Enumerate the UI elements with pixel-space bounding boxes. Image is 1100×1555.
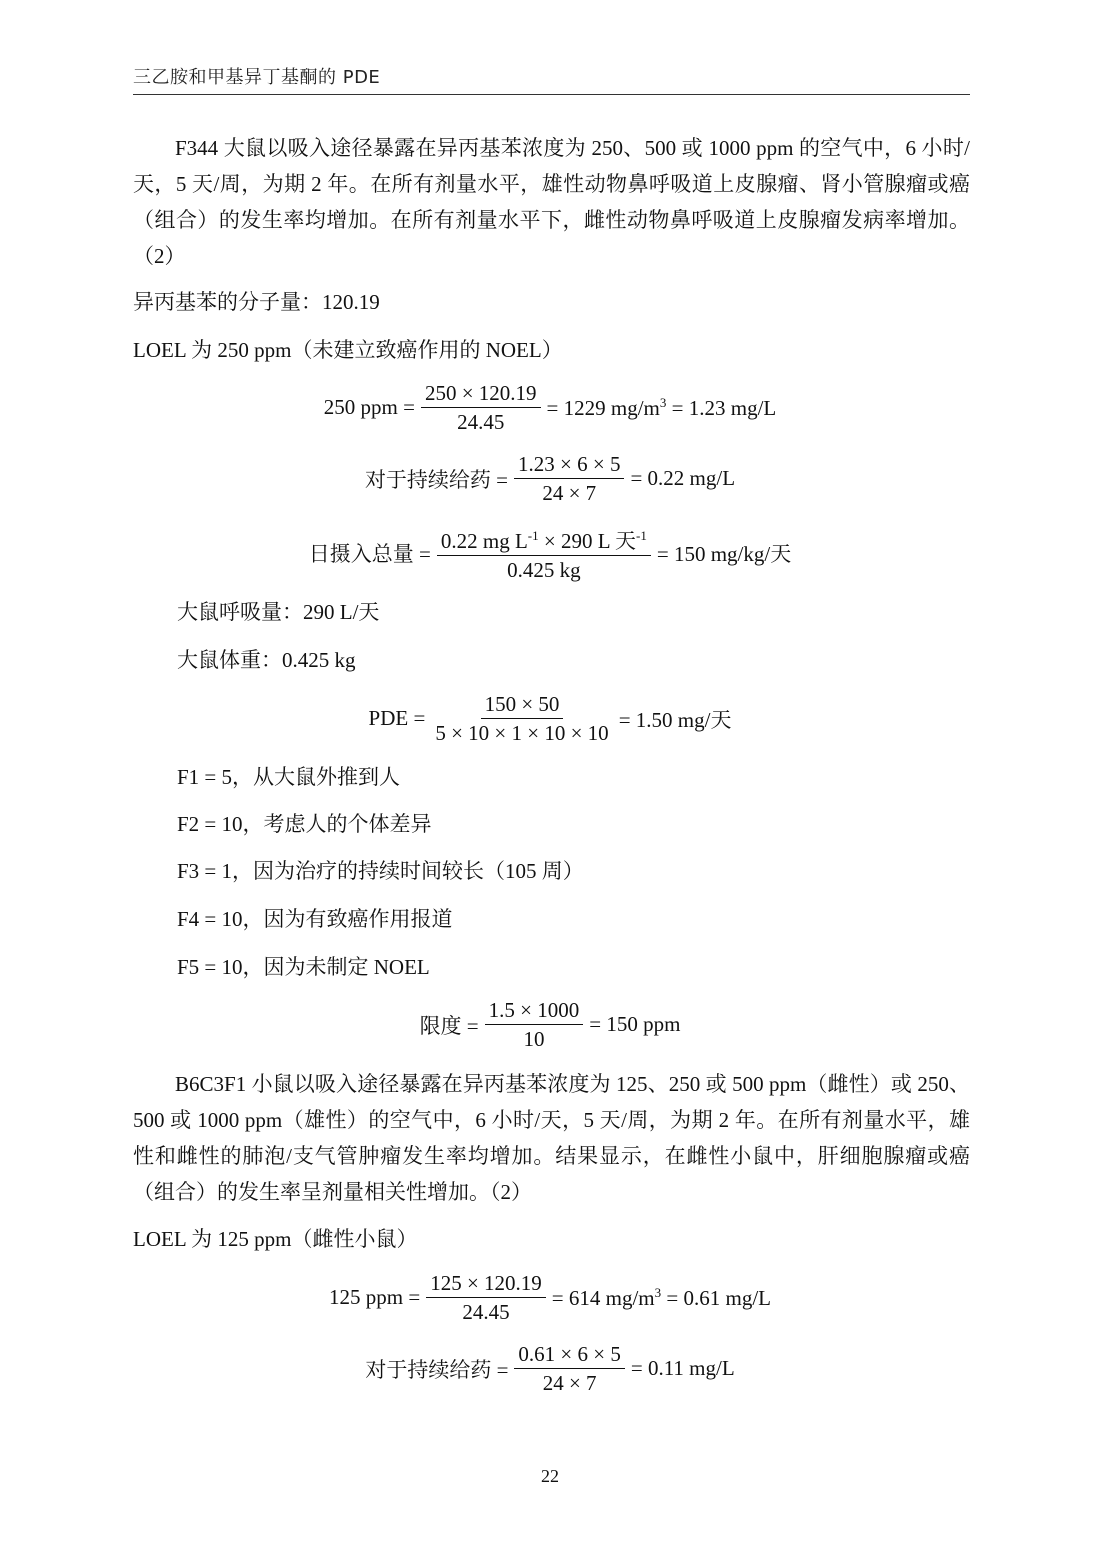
equation-ppm-conversion-250 <box>0 381 1100 434</box>
eq-denominator: 10 <box>523 1027 545 1051</box>
eq-fraction <box>431 692 612 745</box>
eq-denominator: 0.425 kg <box>507 558 581 582</box>
equation-continuous-dosing-1 <box>0 452 1100 505</box>
rat-respiratory-volume: 大鼠呼吸量：290 L/天 <box>177 600 380 624</box>
page-number: 22 <box>541 1466 559 1486</box>
eq-fraction <box>437 524 651 582</box>
eq-fraction <box>485 998 584 1051</box>
eq-numerator: 0.22 mg $L^{-1} \times 290$ L 天$^{-1}$ <box>437 524 651 556</box>
paragraph-mouse-study: B6C3F1 小鼠以吸入途径暴露在异丙基苯浓度为 125、250 或 500 ppm（雌性）或 250、500 或 1000 ppm（雄性）的空气中，6 小时/天，5 天/周，为期 2 年。在所有剂量水平，雄性和雌性的肺泡/支气管肿瘤发生率均增加。结果显示，在雌性小鼠中，肝细胞腺瘤或癌（组合）的发生率呈剂量相关性增加。（2） <box>133 1072 970 1204</box>
eq-fraction <box>426 1271 546 1324</box>
eq-numerator: 125 × 120.19 <box>426 1271 546 1298</box>
eq-rhs: = 1.50 mg/天 <box>618 707 732 732</box>
eq-lhs: 对于持续给药 = <box>364 467 509 492</box>
eq-rhs: = 0.22 mg/L <box>630 466 736 490</box>
eq-denominator: 24 × 7 <box>542 481 597 505</box>
factor-f2: F2 = 10，考虑人的个体差异 <box>177 812 432 836</box>
eq-fraction <box>421 381 541 434</box>
equation-limit <box>0 998 1100 1051</box>
eq-rhs: = 150 ppm <box>589 1012 681 1036</box>
eq-rhs: = 614 $mg/m^3 = 0.61$ mg/L <box>551 1284 771 1310</box>
eq-denominator: 5 × 10 × 1 × 10 × 10 <box>435 721 609 745</box>
factor-f1: F1 = 5，从大鼠外推到人 <box>177 765 401 789</box>
eq-rhs: = 1229 $mg/m^3 = 1.23$ mg/L <box>546 394 777 420</box>
eq-rhs: = 0.11 mg/L <box>630 1356 735 1380</box>
eq-denominator: 24 × 7 <box>542 1371 597 1395</box>
eq-lhs: PDE = <box>368 706 426 730</box>
eq-numerator: 0.61 × 6 × 5 <box>514 1342 624 1369</box>
eq-denominator: 24.45 <box>457 410 505 434</box>
eq-rhs: = 150 mg/kg/天 <box>656 542 792 566</box>
rat-body-weight: 大鼠体重：0.425 kg <box>177 648 356 672</box>
loel-mouse: LOEL 为 125 ppm（雌性小鼠） <box>133 1227 418 1251</box>
equation-pde <box>0 692 1100 745</box>
factor-f5: F5 = 10，因为未制定 NOEL <box>177 955 430 979</box>
factor-f3: F3 = 1，因为治疗的持续时间较长（105 周） <box>177 859 584 883</box>
molecular-weight: 异丙基苯的分子量：120.19 <box>133 290 380 314</box>
eq-fraction <box>514 452 624 505</box>
eq-fraction <box>514 1342 624 1395</box>
factor-f4: F4 = 10，因为有致癌作用报道 <box>177 907 453 931</box>
eq-numerator: 1.5 × 1000 <box>485 998 584 1025</box>
equation-continuous-dosing-2 <box>0 1342 1100 1395</box>
equation-ppm-conversion-125 <box>0 1271 1100 1324</box>
eq-lhs: 125 ppm = <box>329 1285 421 1309</box>
eq-numerator: 1.23 × 6 × 5 <box>514 452 624 479</box>
eq-numerator: 150 × 50 <box>481 692 564 719</box>
eq-lhs: 对于持续给药 = <box>365 1357 509 1382</box>
running-header: 三乙胺和甲基异丁基酮的 PDE <box>133 67 381 88</box>
eq-lhs: 250 ppm = <box>323 395 415 419</box>
loel-rat: LOEL 为 250 ppm（未建立致癌作用的 NOEL） <box>133 338 563 362</box>
eq-lhs: 限度 = <box>419 1013 479 1038</box>
paragraph-rat-study: F344 大鼠以吸入途径暴露在异丙基苯浓度为 250、500 或 1000 ppm 的空气中，6 小时/天，5 天/周，为期 2 年。在所有剂量水平，雄性动物鼻呼吸道上皮腺瘤、肾小管腺瘤或癌（组合）的发生率均增加。在所有剂量水平下，雌性动物鼻呼吸道上皮腺瘤发病率增加。（2） <box>133 136 970 268</box>
eq-lhs: 日摄入总量 = <box>308 542 431 566</box>
eq-denominator: 24.45 <box>462 1300 510 1324</box>
equation-daily-intake <box>0 524 1100 582</box>
header-rule <box>133 94 970 95</box>
eq-numerator: 250 × 120.19 <box>421 381 541 408</box>
